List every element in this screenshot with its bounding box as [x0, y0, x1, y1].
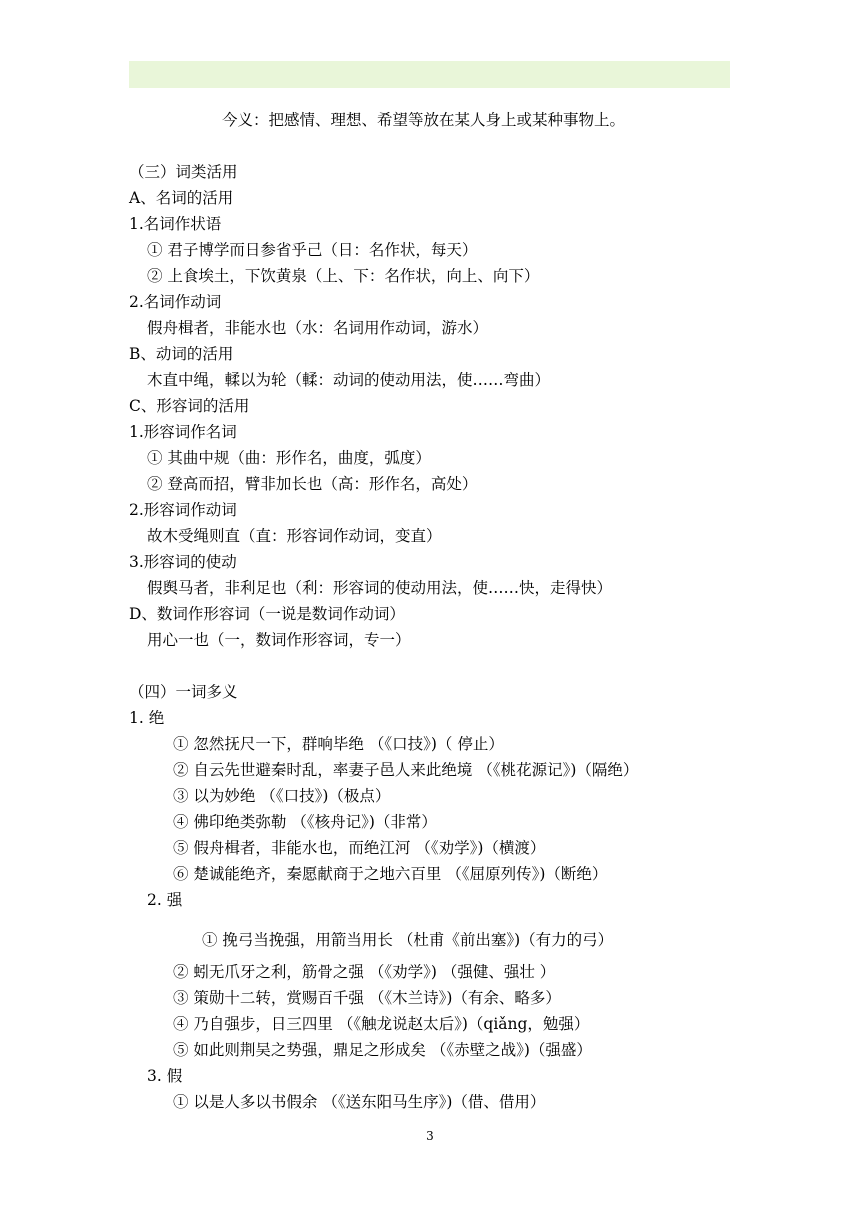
text-line: ⑤ 假舟楫者，非能水也，而绝江河 （《劝学》)（横渡） — [173, 839, 546, 857]
text-line: ④ 佛印绝类弥勒 （《核舟记》)（非常） — [173, 813, 437, 831]
text-line: ⑥ 楚诚能绝齐，秦愿献商于之地六百里 （《屈原列传》)（断绝） — [173, 865, 608, 883]
text-line: ③ 以为妙绝 （《口技》)（极点） — [173, 787, 391, 805]
text-line: ② 自云先世避秦时乱，率妻子邑人来此绝境 （《桃花源记》)（隔绝） — [173, 761, 639, 779]
text-line: ⑤ 如此则荆吴之势强，鼎足之形成矣 （《赤壁之战》)（强盛） — [173, 1041, 592, 1059]
subheading: A、名词的活用 — [129, 189, 234, 207]
subheading: 1. 绝 — [129, 709, 165, 727]
text-line: 假舆马者，非利足也（利：形容词的使动用法，使……快，走得快） — [147, 579, 613, 597]
text-line: 今义：把感情、理想、希望等放在某人身上或某种事物上。 — [222, 111, 626, 129]
text-line: ② 登高而招，臂非加长也（高：形作名，高处） — [147, 475, 478, 493]
subheading: 2. 强 — [147, 891, 183, 909]
subheading: C、形容词的活用 — [129, 397, 250, 415]
text-line: ① 忽然抚尺一下，群响毕绝 （《口技》)（ 停止） — [173, 735, 504, 753]
text-line: ① 挽弓当挽强，用箭当用长 （杜甫《前出塞》)（有力的弓） — [202, 931, 614, 949]
text-line: 故木受绳则直（直：形容词作动词，变直） — [147, 527, 442, 545]
subheading: D、数词作形容词（一说是数词作动词） — [129, 605, 405, 623]
section-heading: （三）词类活用 — [129, 163, 238, 181]
subheading: 3.形容词的使动 — [129, 553, 237, 571]
text-line: ① 君子博学而日参省乎己（日：名作状，每天） — [147, 241, 478, 259]
text-line: 假舟楫者，非能水也（水：名词用作动词，游水） — [147, 319, 489, 337]
subheading: 1.形容词作名词 — [129, 423, 237, 441]
subheading: 2.名词作动词 — [129, 293, 222, 311]
subheading: 3. 假 — [147, 1067, 183, 1085]
text-line: ① 其曲中规（曲：形作名，曲度，弧度） — [147, 449, 431, 467]
section-heading: （四）一词多义 — [129, 683, 238, 701]
subheading: 1.名词作状语 — [129, 215, 222, 233]
subheading: B、动词的活用 — [129, 345, 234, 363]
subheading: 2.形容词作动词 — [129, 501, 237, 519]
header-band — [129, 61, 730, 88]
text-line: ② 蚓无爪牙之利，筋骨之强 （《劝学》) （强健、强壮 ） — [173, 963, 556, 981]
text-line: ③ 策勋十二转，赏赐百千强 （《木兰诗》)（有余、略多） — [173, 989, 561, 1007]
text-line: 木直中绳，輮以为轮（輮：动词的使动用法，使……弯曲） — [147, 371, 551, 389]
text-line: ① 以是人多以书假余 （《送东阳马生序》)（借、借用） — [173, 1093, 546, 1111]
text-line: ④ 乃自强步，日三四里 （《触龙说赵太后》)（qiǎng，勉强） — [173, 1015, 590, 1033]
text-line: 用心一也（一，数词作形容词，专一） — [147, 631, 411, 649]
page-number: 3 — [426, 1129, 434, 1143]
text-line: ② 上食埃土，下饮黄泉（上、下：名作状，向上、向下） — [147, 267, 540, 285]
